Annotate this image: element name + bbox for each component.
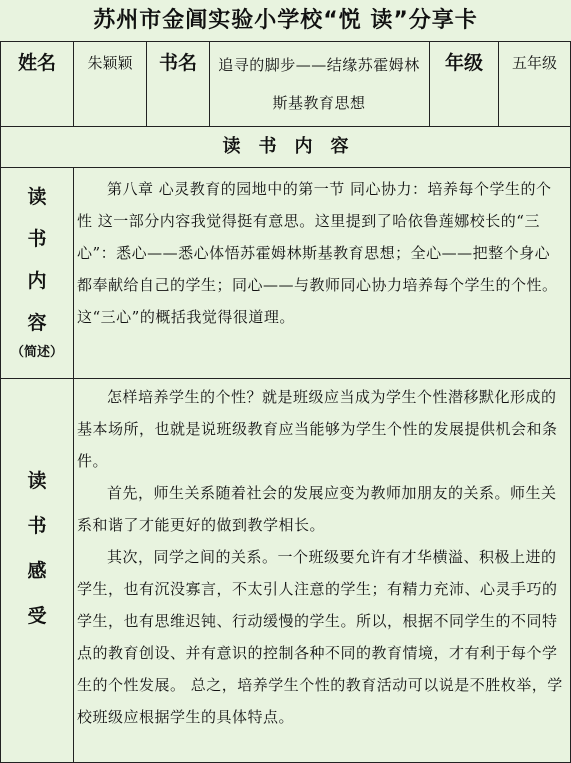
feeling-text-cell [77,381,565,761]
content-label-sub: （简述） [10,345,63,360]
share-card-table [0,41,571,763]
column-divider [209,42,210,126]
content-label-char: 书 [27,228,47,250]
feeling-paragraph: 首先，师生关系随着社会的发展应变为教师加朋友的关系。师生关系和谐了才能更好的做到教学相长。 [77,484,557,534]
grade-value: 五年级 [511,54,557,72]
feeling-label-char: 感 [27,560,47,582]
content-label-char: 容 [27,312,47,334]
section-header: 读书内容 [222,136,367,157]
content-label-char: 读 [27,186,47,208]
feeling-paragraph: 怎样培养学生的个性？就是班级应当成为学生个性潜移默化形成的基本场所，也就是说班级教育应当能够为学生个性的发展提供机会和条件。 [77,388,558,470]
book-value: 追寻的脚步——结缘苏霍姆林斯基教育思想 [218,56,420,112]
row-divider [1,378,570,379]
feeling-label-char: 受 [27,605,47,627]
content-text-cell [77,173,565,373]
feeling-label [1,379,73,762]
content-label [1,168,73,378]
content-label-char: 内 [27,270,47,292]
name-label: 姓名 [17,52,56,74]
column-divider [73,167,74,762]
feeling-label-char: 书 [27,515,47,537]
feeling-paragraph: 其次，同学之间的关系。一个班级要允许有才华横溢、积极上进的学生，也有沉没寡言，不太引人注意的学生；有精力充沛、心灵手巧的学生，也有思维迟钝、行动缓慢的学生。所以，根据不同学生的不同特点的教育创设、并有意识的控制各种不同的教育情境，才有利于每个学生的个性发展。 总之，培养学生个性的教育活动可以说是不胜枚举，学校班级应根据学生的具体特点。 [77,548,563,726]
grade-label: 年级 [444,52,483,74]
name-value: 朱颖颖 [87,54,133,72]
book-label: 书名 [158,52,197,74]
feeling-label-char: 读 [27,470,47,492]
row-divider [1,167,570,168]
card-title: 苏州市金阊实验小学校“悦 读”分享卡 [93,8,478,33]
content-paragraph: 第八章 心灵教育的园地中的第一节 同心协力：培养每个学生的个性 这一部分内容我觉得挺有意思。这里提到了哈依鲁莲娜校长的“三心”：悉心——悉心体悟苏霍姆林斯基教育思想；全心——把整个身心都奉献给自己的学生；同心——与教师同心协力培养每个学生的个性。这“三心”的概括我觉得很道理。 [77,180,558,326]
